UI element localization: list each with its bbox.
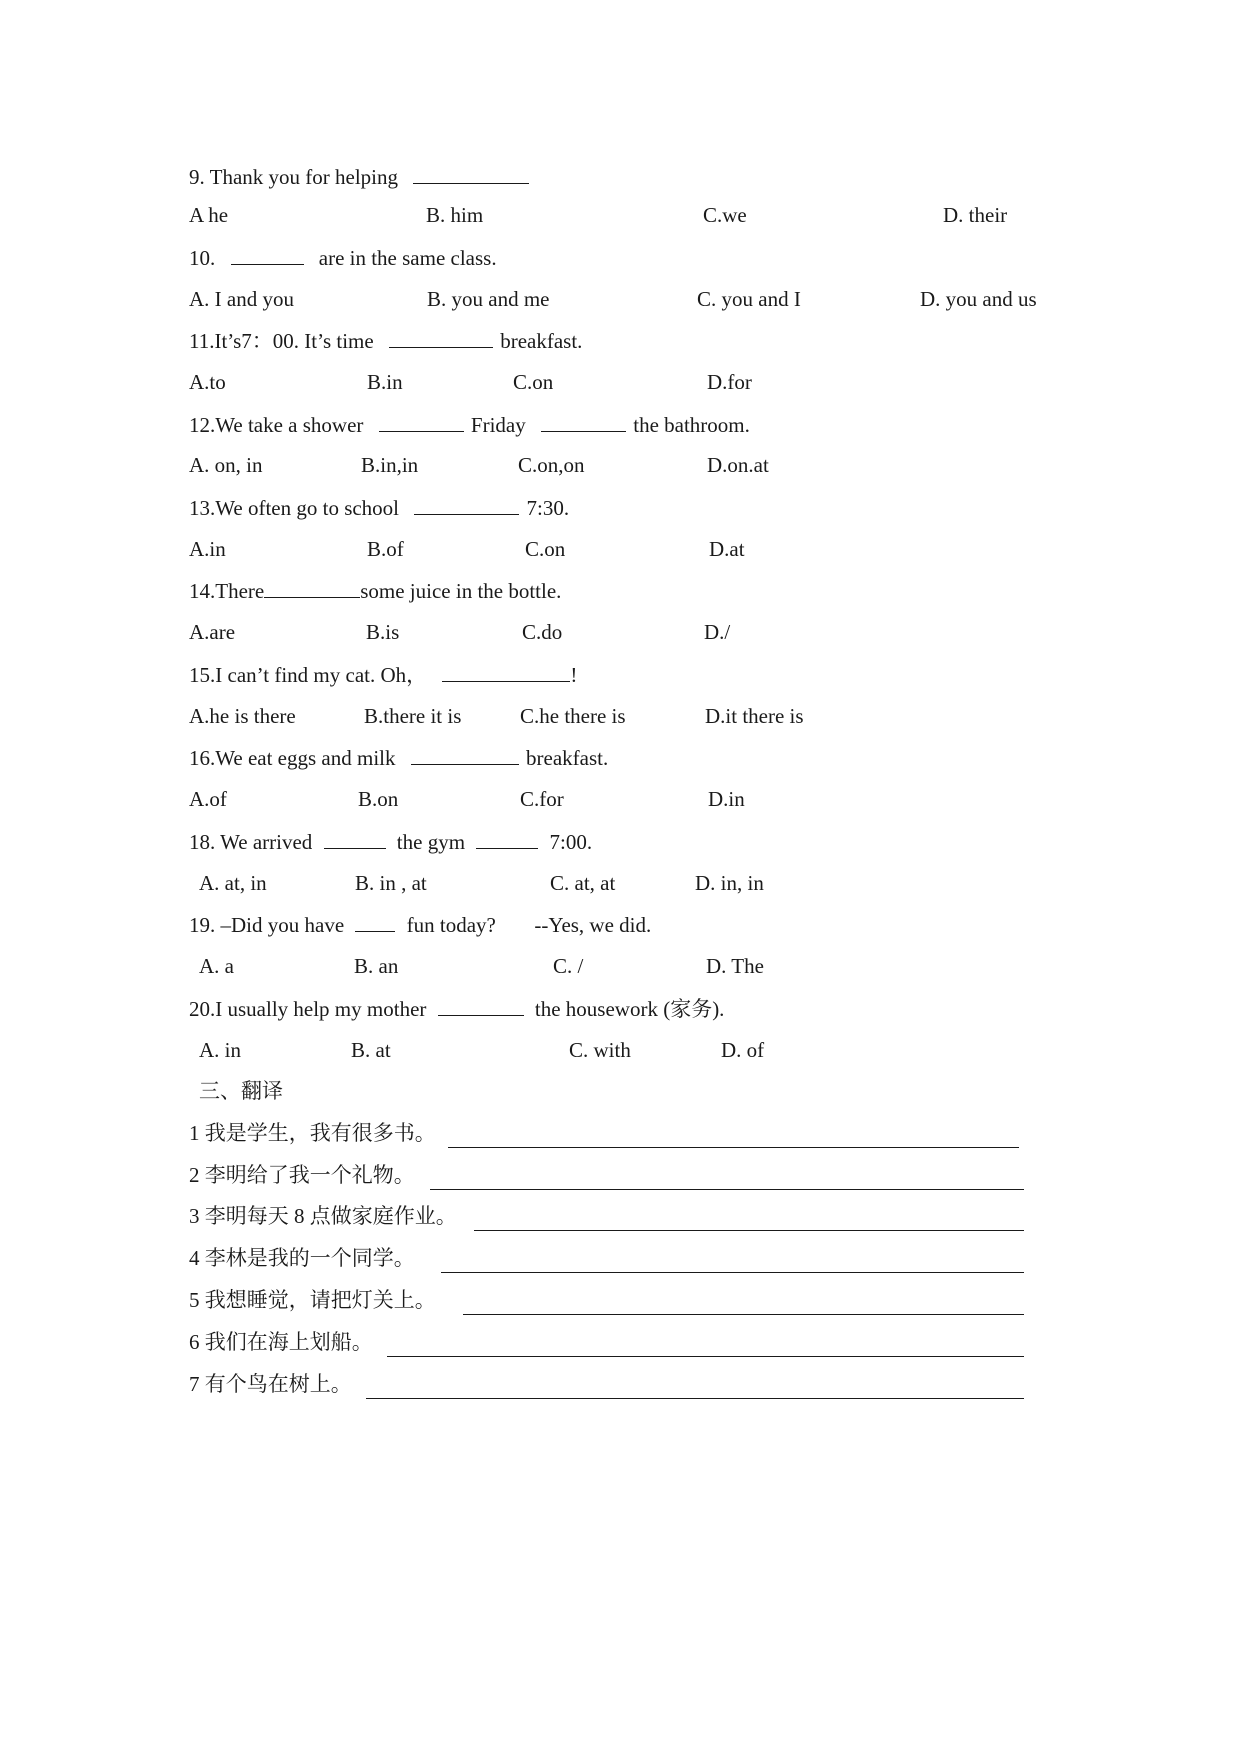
question-10 bbox=[189, 242, 497, 272]
option-c: C.we bbox=[703, 203, 747, 227]
answer-blank[interactable] bbox=[355, 909, 395, 932]
option-b: B.in,in bbox=[361, 453, 419, 477]
option-a: A.to bbox=[189, 370, 226, 394]
translation-item-6: 6 我们在海上划船。 bbox=[189, 1330, 373, 1354]
question-stem: 11.It’s7：00. It’s time bbox=[189, 329, 374, 353]
answer-blank[interactable] bbox=[264, 575, 360, 598]
answer-blank[interactable] bbox=[541, 409, 626, 432]
translation-answer-line-5[interactable] bbox=[463, 1314, 1024, 1315]
option-d: D. in, in bbox=[695, 871, 764, 895]
question-stem: 12.We take a shower bbox=[189, 413, 364, 437]
answer-blank[interactable] bbox=[438, 993, 524, 1016]
option-b: B. you and me bbox=[427, 287, 550, 311]
option-a: A he bbox=[189, 203, 229, 227]
option-c: C. at, at bbox=[550, 871, 616, 895]
option-b: B.of bbox=[367, 537, 404, 561]
question-stem: 18. We arrived bbox=[189, 830, 313, 854]
answer-blank[interactable] bbox=[411, 742, 519, 765]
option-b: B. an bbox=[354, 954, 399, 978]
option-a: A. a bbox=[199, 954, 234, 978]
option-c: C.do bbox=[522, 620, 563, 644]
question-number: 10. bbox=[189, 246, 216, 270]
translation-answer-line-6[interactable] bbox=[387, 1356, 1024, 1357]
option-a: A. in bbox=[199, 1038, 241, 1062]
option-a: A. I and you bbox=[189, 287, 294, 311]
translation-item-3: 3 李明每天 8 点做家庭作业。 bbox=[189, 1204, 457, 1228]
answer-blank[interactable] bbox=[442, 659, 570, 682]
question-stem-end: ! bbox=[570, 663, 578, 687]
question-stem: 15.I can’t find my cat. Oh， bbox=[189, 663, 428, 687]
question-12 bbox=[189, 409, 750, 439]
translation-item-7: 7 有个鸟在树上。 bbox=[189, 1372, 352, 1396]
option-b: B. in , at bbox=[355, 871, 427, 895]
option-c: C.on bbox=[513, 370, 554, 394]
answer-blank[interactable] bbox=[379, 409, 464, 432]
option-d: D.in bbox=[708, 787, 745, 811]
option-c: C.on bbox=[525, 537, 566, 561]
translation-answer-line-2[interactable] bbox=[430, 1189, 1024, 1190]
translation-item-1: 1 我是学生，我有很多书。 bbox=[189, 1121, 436, 1145]
option-c: C.he there is bbox=[520, 704, 626, 728]
question-stem: 14.There bbox=[189, 579, 265, 603]
question-15 bbox=[189, 659, 577, 689]
answer-blank[interactable] bbox=[389, 325, 493, 348]
question-19 bbox=[189, 909, 651, 939]
option-b: B.in bbox=[367, 370, 403, 394]
question-14 bbox=[189, 575, 561, 605]
question-20 bbox=[189, 993, 724, 1023]
option-c: C.on,on bbox=[518, 453, 585, 477]
question-stem: 9. Thank you for helping bbox=[189, 165, 398, 189]
question-stem-end: the bathroom. bbox=[633, 413, 750, 437]
translation-answer-line-7[interactable] bbox=[366, 1398, 1024, 1399]
option-d: D.it there is bbox=[705, 704, 804, 728]
question-stem-mid: the gym bbox=[396, 830, 466, 854]
option-d: D.at bbox=[709, 537, 745, 561]
question-stem-end: some juice in the bottle. bbox=[360, 579, 562, 603]
question-16 bbox=[189, 742, 608, 772]
answer-blank[interactable] bbox=[324, 826, 386, 849]
answer-blank[interactable] bbox=[476, 826, 538, 849]
option-b: B.is bbox=[366, 620, 400, 644]
question-stem-end: fun today? bbox=[406, 913, 496, 937]
option-a: A.are bbox=[189, 620, 236, 644]
option-b: B.on bbox=[358, 787, 399, 811]
option-a: A.in bbox=[189, 537, 226, 561]
question-11 bbox=[189, 325, 582, 355]
option-d: D. you and us bbox=[920, 287, 1037, 311]
option-d: D. their bbox=[943, 203, 1008, 227]
option-d: D. of bbox=[721, 1038, 765, 1062]
question-stem: 13.We often go to school bbox=[189, 496, 400, 520]
question-stem-mid: Friday bbox=[470, 413, 526, 437]
option-c: C. with bbox=[569, 1038, 631, 1062]
answer-blank[interactable] bbox=[413, 161, 529, 184]
option-d: D./ bbox=[704, 620, 731, 644]
question-stem: are in the same class. bbox=[318, 246, 497, 270]
question-reply: --Yes, we did. bbox=[534, 913, 652, 937]
answer-blank[interactable] bbox=[414, 492, 519, 515]
translation-answer-line-3[interactable] bbox=[474, 1230, 1024, 1231]
option-a: A.he is there bbox=[189, 704, 296, 728]
option-d: D. The bbox=[706, 954, 764, 978]
option-a: A. at, in bbox=[199, 871, 267, 895]
question-stem-end: breakfast. bbox=[500, 329, 583, 353]
option-c: C.for bbox=[520, 787, 564, 811]
question-stem: 20.I usually help my mother bbox=[189, 997, 427, 1021]
question-9 bbox=[189, 161, 531, 191]
translation-item-5: 5 我想睡觉，请把灯关上。 bbox=[189, 1288, 436, 1312]
translation-answer-line-1[interactable] bbox=[448, 1147, 1019, 1148]
question-stem-end: 7:30. bbox=[526, 496, 570, 520]
option-b: B. him bbox=[426, 203, 484, 227]
section-heading: 三、翻译 bbox=[199, 1079, 283, 1103]
question-stem-end: 7:00. bbox=[549, 830, 593, 854]
option-b: B. at bbox=[351, 1038, 391, 1062]
question-18 bbox=[189, 826, 592, 856]
translation-item-2: 2 李明给了我一个礼物。 bbox=[189, 1163, 415, 1187]
option-c: C. / bbox=[553, 954, 584, 978]
option-a: A.of bbox=[189, 787, 227, 811]
answer-blank[interactable] bbox=[231, 242, 304, 265]
option-d: D.for bbox=[707, 370, 752, 394]
translation-item-4: 4 李林是我的一个同学。 bbox=[189, 1246, 415, 1270]
option-a: A. on, in bbox=[189, 453, 263, 477]
question-stem-end: breakfast. bbox=[526, 746, 609, 770]
option-c: C. you and I bbox=[697, 287, 801, 311]
question-stem: 19. –Did you have bbox=[189, 913, 345, 937]
option-b: B.there it is bbox=[364, 704, 462, 728]
question-stem-end: the housework (家务). bbox=[534, 997, 725, 1021]
question-13 bbox=[189, 492, 569, 522]
question-stem: 16.We eat eggs and milk bbox=[189, 746, 396, 770]
translation-answer-line-4[interactable] bbox=[441, 1272, 1024, 1273]
option-d: D.on.at bbox=[707, 453, 769, 477]
